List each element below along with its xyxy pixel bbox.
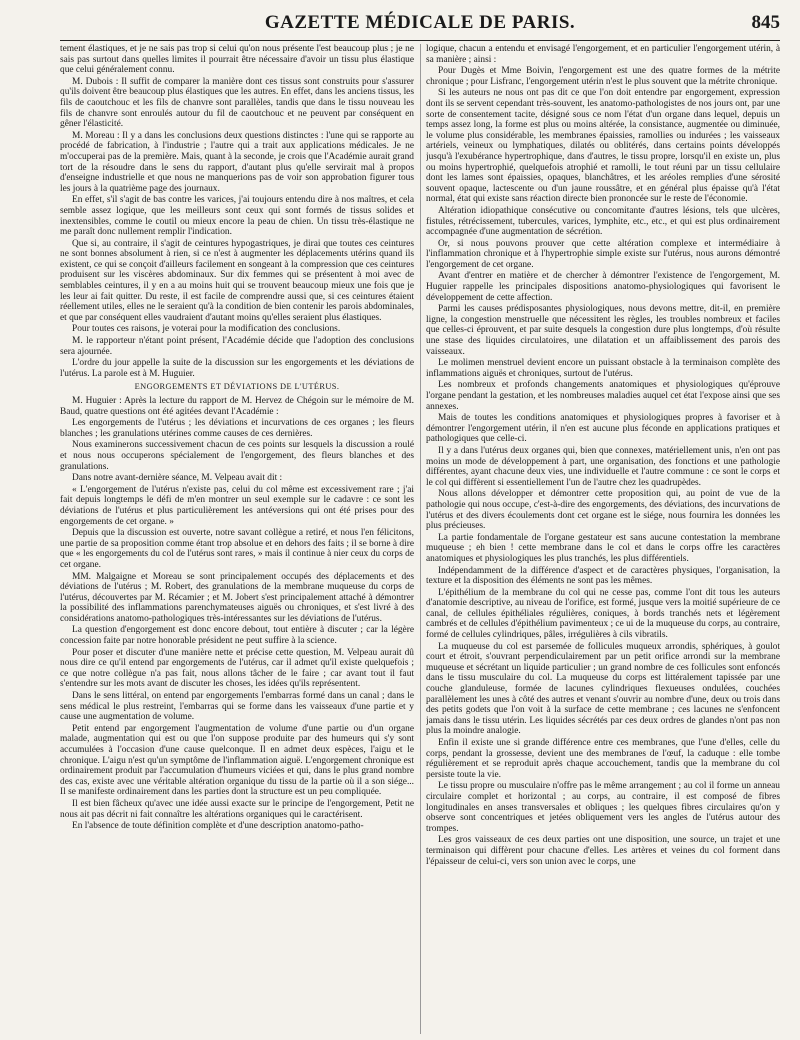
paragraph: M. le rapporteur n'étant point présent, l'Académie décide que l'adoption des conclusions sera ajournée.	[60, 336, 414, 357]
paragraph: Pour toutes ces raisons, je voterai pour la modification des conclusions.	[72, 324, 341, 335]
paragraph: M. Moreau : Il y a dans les conclusions deux questions distinctes : l'une qui se rapporte au procédé de fabrication, à l'industrie ; l'autre qui a trait aux applications médicales. Je ne m'occuperai pas de la première. Mais, quant à la seconde, je crois que l'Académie aurait grand tort de la résoudre dans le sens du rapport, d'autant plus qu'elle servirait mal à propos d'enseigne industrielle et que nous ne manquerions pas de voir son approbation figurer tous les jours à la quatrième page des journaux.	[60, 130, 414, 194]
section-heading: ENGORGEMENTS ET DÉVIATIONS DE L'UTÉRUS.	[134, 382, 340, 392]
paragraph: logique, chacun a entendu et envisagé l'engorgement, et en particulier l'engorgement utérin, à sa manière ; ainsi :	[426, 44, 780, 65]
paragraph: Enfin il existe une si grande différence entre ces membranes, que l'une d'elles, celle du corps, pendant la grossesse, devient une des membranes de l'œuf, la caduque : elle tombe régulièrement et se reproduit après chaque accouchement, tandis que la membrane du col persiste toute la vie.	[426, 738, 780, 780]
paragraph: La question d'engorgement est donc encore debout, tout entière à discuter ; car la légère concession faite par notre honorable président ne peut suffire à la science.	[60, 625, 414, 647]
paragraph: Parmi les causes prédisposantes physiologiques, nous devons mettre, dit-il, en première ligne, la congestion menstruelle que nécessitent les règles, les troubles nombreux et faciles que celles-ci éprouvent, et par suite desquels la congestion dure plus longtemps, d'où résulte une stase des liquides circulatoires, une dilatation et un affaiblissement des parois des vaisseaux.	[426, 304, 780, 357]
paragraph: Si les auteurs ne nous ont pas dit ce que l'on doit entendre par engorgement, expression dont ils se servent cependant très-souvent, les anatomo-pathologistes de nos jours ont, par une sorte de consentement tacite, désigné sous ce nom l'état d'un organe dans lequel, depuis un temps assez long, la forme est plus ou moins altérée, la consistance, augmentée ou diminuée, le volume plus considérable, les membranes épaissies, ramollies ou indurées ; les vaisseaux artériels, veineux ou lymphatiques, dilatés ou oblitérés, dans certains points développés jusqu'à l'exubérance hypertrophique, dans d'autres, le tissu propre, lorsqu'il en existe un, plus ou moins hypertrophié, quelquefois atrophié et ramolli, le tout réuni par un tissu cellulaire dont les lames sont épaissies, opaques, blanchâtres, et les aréoles remplies d'une sérosité souvent opaque, lactescente ou d'un jaune roussâtre, et en général plus épaisse qu'à l'état normal, état qui existe sans réaction directe bien prononcée sur le reste de l'économie.	[426, 88, 780, 205]
paragraph: Dans le sens littéral, on entend par engorgements l'embarras formé dans un canal ; dans le sens médical le plus restreint, l'embarras qui se forme dans les vaisseaux d'une partie et y cause une augmentation de volume.	[60, 691, 414, 723]
paragraph: En l'absence de toute définition complète et d'une description anatomo-patho-	[72, 821, 364, 832]
paragraph: Nous examinerons successivement chacun de ces points sur lesquels la discussion a roulé et nous nous occuperons spécialement de l'engorgement, des fleurs blanches et des granulations.	[60, 440, 414, 472]
header-rule	[60, 40, 780, 41]
right-column	[426, 44, 780, 1034]
paragraph: Depuis que la discussion est ouverte, notre savant collègue a retiré, et nous l'en félicitons, une partie de sa proposition comme étant trop absolue et en dehors des faits ; il se borne à dire que « les engorgements du col de l'utérus sont rares, » mais il continue à nier ceux du corps de cet organe.	[60, 528, 414, 570]
paragraph: M. Dubois : Il suffit de comparer la manière dont ces tissus sont construits pour s'assurer qu'ils doivent être beaucoup plus élastiques que les autres. En effet, dans les anciens tissus, les fils de caoutchouc et les fils de chanvre sont parallèles, tandis que dans le tissu nouveau les fils de chanvre sont enroulés autour du fil de caoutchouc et ne peuvent par conséquent en gêner l'élasticité.	[60, 76, 414, 130]
paragraph: tement élastiques, et je ne sais pas trop si celui qu'on nous présente l'est beaucoup plus ; je ne sais pas surtout dans quelles limites il pourrait être nécessaire d'avoir un tissu plus élastique que celui généralement connu.	[60, 44, 414, 76]
paragraph: Nous allons développer et démontrer cette proposition qui, au point de vue de la pathologie qui nous occupe, c'est-à-dire des engorgements, des déviations, des incurvations de l'utérus et des divers écoulements dont cet organe est le siége, nous fournira les données les plus précieuses.	[426, 489, 780, 532]
paragraph: Il y a dans l'utérus deux organes qui, bien que connexes, matériellement unis, n'en ont pas moins un mode de développement à part, une organisation, des fonctions et une pathologie différentes, ayant chacune deux vies, une individuelle et l'autre commune : ce sont le corps et le col qui diffèrent si essentiellement l'un de l'autre chez les quadrupèdes.	[426, 445, 780, 488]
paragraph: La muqueuse du col est parsemée de follicules muqueux arrondis, sphériques, à goulot court et étroit, s'ouvrant perpendiculairement par un petit orifice arrondi sur la membrane muqueuse et sécrétant un liquide particulier ; un grand nombre de ces follicules sont enfoncés dans le tissu musculaire du col. La muqueuse du corps est littéralement tapissée par une couche glanduleuse, formée de lacunes cylindriques flexueuses ondulées, couchées parallèlement les unes à côté des autres et venant s'ouvrir au nombre d'une, deux ou trois dans des petits godets que l'on voit à la surface de cette membrane ; ces lacunes ne s'enfoncent jamais dans le tissu utérin. Les liquides sécrétés par ces deux ordres de glandes n'ont pas non plus la moindre analogie.	[426, 641, 780, 737]
paragraph: Le molimen menstruel devient encore un puissant obstacle à la terminaison complète des inflammations aiguës et chroniques, surtout de l'utérus.	[426, 358, 780, 379]
page-header	[60, 12, 780, 38]
paragraph: M. Huguier : Après la lecture du rapport de M. Hervez de Chégoin sur le mémoire de M. Baud, quatre questions ont été agitées devant l'Académie :	[60, 396, 414, 417]
paragraph: L'ordre du jour appelle la suite de la discussion sur les engorgements et les déviations de l'utérus. La parole est à M. Huguier.	[60, 358, 414, 379]
paragraph: Pour poser et discuter d'une manière nette et précise cette question, M. Velpeau aurait dû nous dire ce qu'il entend par engorgements de l'utérus, car il admet qu'il existe quelquefois ; ce que notre collègue n'a pas fait, nous allons tâcher de le faire ; car avant tout il faut s'entendre sur les mots avant de discuter les choses, les idées qu'ils représentent.	[60, 647, 414, 690]
page-number: 845	[751, 12, 780, 33]
paragraph: L'épithélium de la membrane du col qui ne cesse pas, comme l'ont dit tous les auteurs d'anatomie descriptive, au niveau de l'orifice, est formé, jusque vers la moitié supérieure de ce canal, de cellules épithéliales régulières, coniques, à bords tranchés nets et légèrement cambrés et de cellules d'épithélium pavimenteux ; ce ui de la muqueuse du corps, au contraire, formé de cellules cylindriques, pâles, irrégulières à cils vibratils.	[426, 587, 780, 641]
paragraph: Le tissu propre ou musculaire n'offre pas le même arrangement ; au col il forme un anneau circulaire complet et horizontal ; au corps, au contraire, il est composé de fibres longitudinales en anses transversales et obliques ; les quelques fibres circulaires qu'on y observe sont concentriques et jetées obliquement vers les angles de l'utérus autour des trompes.	[426, 781, 780, 834]
paragraph: Que si, au contraire, il s'agit de ceintures hypogastriques, je dirai que toutes ces ceintures ne sont bonnes absolument à rien, si ce n'est à augmenter les déplacements utérins quand ils existent, ce qui se conçoit d'ailleurs facilement en songeant à la compression que ces ceintures produisent sur les viscères abdominaux. Sur dix femmes qui se présentent à moi avec de semblables ceintures, il y en a au moins huit qui se trouvent beaucoup mieux une fois que je les leur ai fait quitter. Du reste, il est facile de comprendre aussi que, si ces ceintures étaient réellement utiles, elles ne le seraient qu'à la condition de bien contenir les parois abdominales, et que par conséquent elles vaudraient d'autant moins qu'elles seraient plus élastiques.	[60, 238, 414, 323]
paragraph: Or, si nous pouvons prouver que cette altération complexe et intermédiaire à l'inflammation chronique et à l'hypertrophie simple existe sur l'utérus, nous aurons démontré l'engorgement de cet organe.	[426, 238, 780, 270]
paragraph: Indépendamment de la différence d'aspect et de caractères physiques, l'organisation, la texture et la disposition des éléments ne sont pas les mêmes.	[426, 565, 780, 587]
paragraph: Petit entend par engorgement l'augmentation de volume d'une partie ou d'un organe malade, augmentation qui est ou que l'on suppose produite par des humeurs qui s'y sont accumulées à l'occasion d'une cause quelconque. Il en admet deux espèces, l'aigu et le chronique. L'aigu n'est qu'un symptôme de l'inflammation aiguë. L'engorgement chronique est ordinairement produit par l'accumulation d'humeurs viciées et qui, dans le plus grand nombre des cas, existe avec une véritable altération organique du tissu de la partie où il a son siége... Il se manifeste ordinairement dans les parties dont la structure est un peu compliquée.	[60, 723, 414, 798]
paragraph: Il est bien fâcheux qu'avec une idée aussi exacte sur le principe de l'engorgement, Petit ne nous ait pas décrit ni fait connaître les altérations organiques qui le caractérisent.	[60, 798, 414, 820]
paragraph: Pour Dugès et Mme Boivin, l'engorgement est une des quatre formes de la métrite chronique ; pour Lisfranc, l'engorgement utérin n'est le plus souvent que la métrite chronique.	[426, 66, 780, 87]
paragraph: « L'engorgement de l'utérus n'existe pas, celui du col même est excessivement rare ; j'ai fait depuis longtemps le défi de m'en montrer un seul exemple sur le cadavre : ce sont les déviations de l'utérus et plus particulièrement les antéversions qui ont été prises pour des engorgements de cet organe. »	[60, 484, 414, 527]
paragraph: La partie fondamentale de l'organe gestateur est sans aucune contestation la membrane muqueuse ; eh bien ! cette membrane dans le col et dans le corps offre les caractères anatomiques et physiologiques les plus tranchés, les plus différentiels.	[426, 532, 780, 564]
column-divider	[420, 44, 421, 1034]
paragraph: Les nombreux et profonds changements anatomiques et physiologiques qu'éprouve l'organe pendant la gestation, et les nombreuses maladies auquel cet état l'expose ainsi que ses annexes.	[426, 380, 780, 412]
left-column	[60, 44, 414, 1034]
paragraph: Les gros vaisseaux de ces deux parties ont une disposition, une source, un trajet et une terminaison qui diffèrent pour chacune d'elles. Les artères et veines du col forment dans l'épaisseur de celui-ci, vers son union avec le corps, une	[426, 835, 780, 867]
paragraph: MM. Malgaigne et Moreau se sont principalement occupés des déplacements et des déviations de l'utérus ; M. Robert, des granulations de la membrane muqueuse du corps de l'utérus, découvertes par M. Récamier ; et M. Jobert s'est principalement attaché à démontrer la possibilité des inflammations parenchymateuses aiguës ou chroniques, et s'est livré à des considérations anatomo-pathologiques très-intéressantes sur les déviations de l'utérus.	[60, 571, 414, 624]
paragraph: Avant d'entrer en matière et de chercher à démontrer l'existence de l'engorgement, M. Huguier rappelle les principales dispositions anatomo-physiologiques qui favorisent le développement de cette affection.	[426, 271, 780, 303]
paragraph: Altération idiopathique consécutive ou concomitante d'autres lésions, tels que ulcères, fistules, rétrécissement, tubercules, varices, lymphite, etc., etc., et qui est plus ordinairement accompagnée d'une augmentation de sécrétion.	[426, 205, 780, 238]
paragraph: Les engorgements de l'utérus ; les déviations et incurvations de ces organes ; les fleurs blanches ; les granulations utérines comme causes de ces dernières.	[60, 418, 414, 439]
paragraph: Dans notre avant-dernière séance, M. Velpeau avait dit :	[72, 473, 283, 484]
journal-title: GAZETTE MÉDICALE DE PARIS.	[264, 12, 576, 33]
paragraph: En effet, s'il s'agit de bas contre les varices, j'ai toujours entendu dire à nos maîtres, et cela semble assez logique, que les meilleurs sont ceux qui sont formés de tissus solides et inextensibles, comme le coutil ou mieux encore la peau de chien. Un tissu très-élastique ne me paraît donc nullement remplir l'indication.	[60, 195, 414, 238]
paragraph: Mais de toutes les conditions anatomiques et physiologiques propres à favoriser et à démontrer l'engorgement utérin, il n'en est aucune plus féconde en applications pratiques et pathologiques que celle-ci.	[426, 413, 780, 445]
